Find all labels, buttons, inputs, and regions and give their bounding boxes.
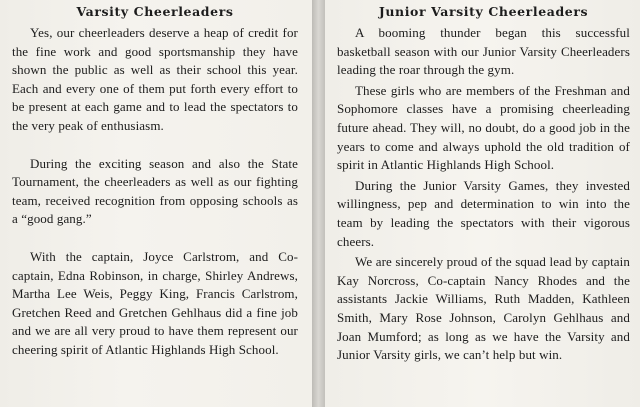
jv-paragraph-2: These girls who are members of the Freshman and Sophomore classes have a promising cheerleading future ahead. They will, no doubt, do a good job in the years to come and always uphold the old tradition of spirit in Atlantic Highlands High School. bbox=[337, 82, 630, 173]
varsity-heading: Varsity Cheerleaders bbox=[76, 4, 234, 19]
varsity-paragraph-3: With the captain, Joyce Carlstrom, and Co-captain, Edna Robinson, in charge, Shirley Andrews, Martha Lee Weis, Peggy King, Francis Carlstrom, Gretchen Reed and Gretchen Gehlhaus did a fine job and we are all very proud to have them represent our cheering spirit of Atlantic Highlands High School. bbox=[12, 248, 298, 357]
jv-paragraph-1: A booming thunder began this successful basketball season with our Junior Varsity Cheerleaders leading the roar through the gym. bbox=[337, 25, 630, 78]
page-gutter bbox=[312, 0, 325, 407]
varsity-paragraph-2: During the exciting season and also the State Tournament, the cheerleaders as well as our fighting team, received recognition from opposing schools as a “good gang.” bbox=[12, 155, 298, 227]
right-page bbox=[325, 0, 640, 407]
left-page bbox=[0, 0, 312, 407]
varsity-paragraph-1: Yes, our cheerleaders deserve a heap of credit for the fine work and good sportsmanship they have shown the public as well as their school this year. Each and every one of them put forth every effort to be present at each game and to lead the spectators to the very peak of enthusiasm. bbox=[12, 25, 298, 133]
jv-paragraph-3: During the Junior Varsity Games, they invested willingness, pep and determination to win into the team by leading the spectators with their vigorous cheers. bbox=[337, 177, 630, 249]
jv-paragraph-4: We are sincerely proud of the squad lead by captain Kay Norcross, Co-captain Nancy Rhodes and the assistants Jackie Williams, Ruth Madden, Kathleen Smith, Mary Rose Johnson, Carolyn Gehlhaus and Joan Mumford; as long as we have the Varsity and Junior Varsity girls, we can’t help but win. bbox=[337, 254, 630, 363]
junior-varsity-heading: Junior Varsity Cheerleaders bbox=[378, 4, 589, 19]
